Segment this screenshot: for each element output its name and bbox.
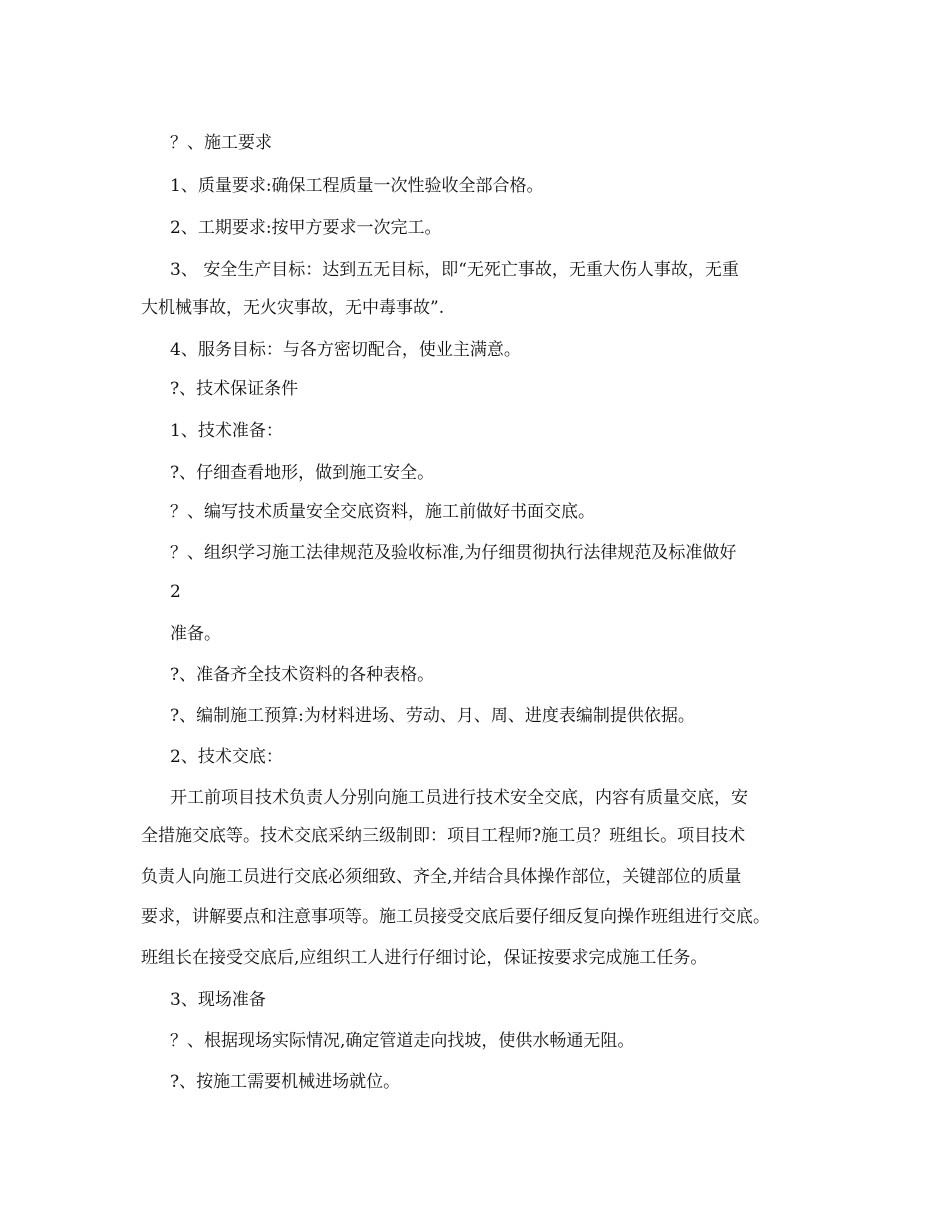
schedule-requirement: 2、工期要求:按甲方要求一次完工。: [170, 218, 442, 238]
list-item-pipeline: ？、根据现场实际情况,确定管道走向找坡，使供水畅通无阻。: [170, 1031, 635, 1051]
safety-goal-line-2: 大机械事故，无火灾事故，无中毒事故”.: [141, 298, 445, 318]
list-item-budget: ?、编制施工预算:为材料进场、劳动、月、周、进度表编制提供依据。: [170, 706, 695, 726]
technical-disclosure-heading: 2、技术交底：: [170, 747, 283, 767]
list-item-study-regulations-cont: 准备。: [170, 624, 221, 644]
safety-goal-line-1: 3、 安全生产目标：达到五无目标，即“无死亡事故，无重大伤人事故，无重: [170, 260, 739, 280]
disclosure-paragraph-line-4: 要求，讲解要点和注意事项等。施工员接受交底后要仔细反复向操作班组进行交底。: [141, 907, 770, 927]
list-item-terrain: ?、仔细查看地形，做到施工安全。: [170, 463, 435, 483]
list-item-forms: ?、准备齐全技术资料的各种表格。: [170, 665, 435, 685]
section-heading-construction-requirements: ？、施工要求: [170, 133, 272, 153]
technical-preparation: 1、技术准备：: [170, 421, 283, 441]
disclosure-paragraph-line-1: 开工前项目技术负责人分别向施工员进行技术安全交底，内容有质量交底，安: [170, 788, 748, 808]
disclosure-paragraph-line-3: 负责人向施工员进行交底必须细致、齐全,并结合具体操作部位，关键部位的质量: [141, 867, 742, 887]
disclosure-paragraph-line-5: 班组长在接受交底后,应组织工人进行仔细讨论，保证按要求完成施工任务。: [141, 948, 708, 968]
list-item-disclosure-docs: ？、编写技术质量安全交底资料，施工前做好书面交底。: [170, 502, 595, 522]
disclosure-paragraph-line-2: 全措施交底等。技术交底采纳三级制即：项目工程师?施工员？班组长。项目技术: [141, 826, 746, 846]
site-preparation-heading: 3、现场准备: [170, 990, 266, 1010]
section-heading-technical-guarantee: ?、技术保证条件: [170, 379, 299, 399]
list-item-machinery: ?、按施工需要机械进场就位。: [170, 1072, 401, 1092]
page-number: 2: [170, 582, 181, 602]
list-item-study-regulations: ？、组织学习施工法律规范及验收标准,为仔细贯彻执行法律规范及标准做好: [170, 543, 737, 563]
quality-requirement: 1、质量要求:确保工程质量一次性验收全部合格。: [170, 176, 544, 196]
service-goal: 4、服务目标：与各方密切配合，使业主满意。: [170, 340, 521, 360]
